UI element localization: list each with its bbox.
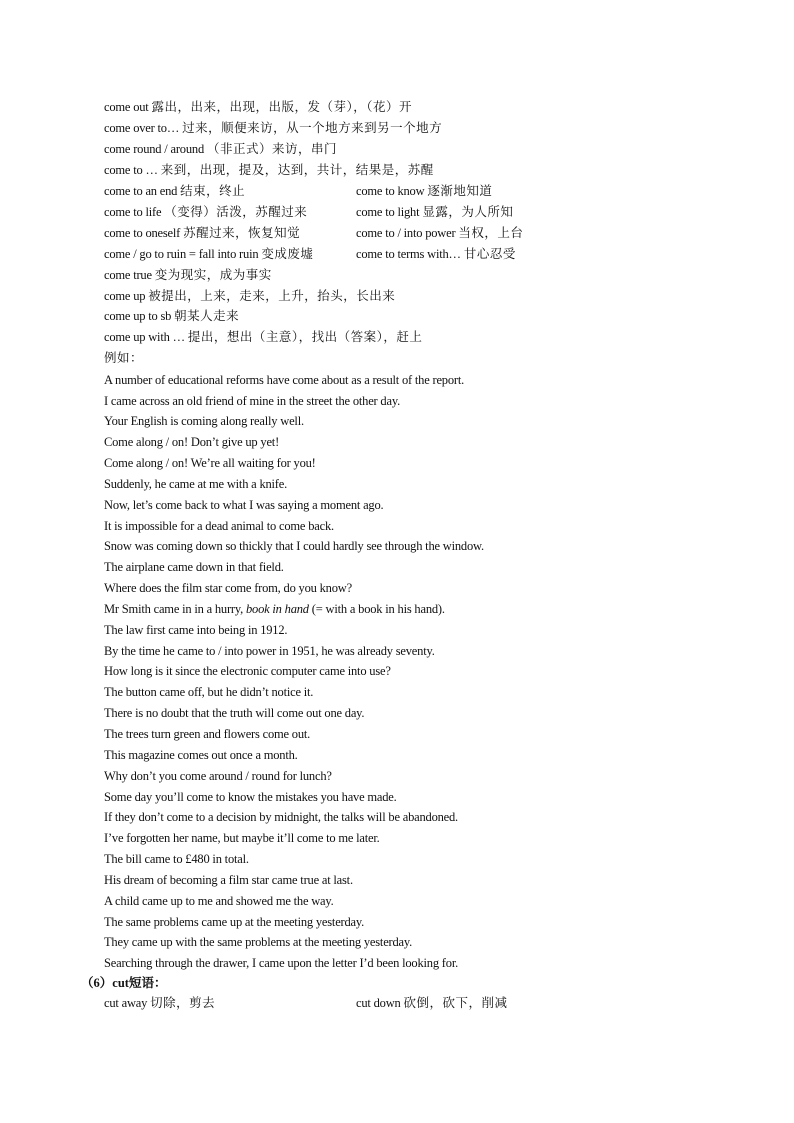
phrase-pair-left [104,204,307,220]
phrase: come to / into power [356,226,456,240]
example-sentence: The button came off, but he didn’t notice it. [104,685,314,699]
phrase: come to light [356,205,420,219]
section-number: （6） [81,976,113,990]
example-sentence: A child came up to me and showed me the way. [104,894,334,908]
phrase: come to terms with… [356,247,461,261]
phrase: come up with … [104,330,185,344]
phrase: cut away [104,996,148,1010]
phrase: come to … [104,163,158,177]
phrase-pair-right [356,183,492,199]
example-sentence: I’ve forgotten her name, but maybe it’ll come to me later. [104,831,380,845]
section-suffix: 短语： [128,976,167,990]
example-sentence: Suddenly, he came at me with a knife. [104,477,288,491]
phrase: come up to sb [104,309,172,323]
meaning: （变得）活泼，苏醒过来 [164,205,308,219]
phrase: come to an end [104,184,178,198]
phrase: come to oneself [104,226,181,240]
example-sentence: They came up with the same problems at the meeting yesterday. [104,935,413,949]
meaning: 当权，上台 [458,226,524,240]
phrase-pair-left [104,246,313,262]
example-sentence: Come along / on! Don’t give up yet! [104,435,280,449]
phrase: come true [104,268,152,282]
example-sentence: Where does the film star come from, do you know? [104,581,352,595]
meaning: 来到，出现，提及，达到，共计，结果是，苏醒 [160,163,434,177]
meaning: 逐渐地知道 [427,184,493,198]
example-sentence: If they don’t come to a decision by midnight, the talks will be abandoned. [104,810,458,824]
meaning: 提出，想出（主意），找出（答案），赶上 [187,330,423,344]
phrase-pair-right [356,204,513,220]
example-sentence: The law first came into being in 1912. [104,623,288,637]
meaning: 甘心忍受 [463,247,516,261]
meaning: 显露，为人所知 [422,205,514,219]
example-sentence: I came across an old friend of mine in the street the other day. [104,394,400,408]
section-heading [81,975,166,991]
phrase-pair-left [104,995,215,1011]
phrase: come round / around [104,142,204,156]
example-sentence: Your English is coming along really well. [104,414,304,428]
meaning: 苏醒过来，恢复知觉 [183,226,301,240]
example-heading: 例如： [104,351,144,365]
phrase-line [104,267,272,283]
meaning: （非正式）来访，串门 [206,142,337,156]
phrase-pair-left [104,225,300,241]
example-sentence: It is impossible for a dead animal to come back. [104,519,334,533]
phrase-line [104,329,422,345]
example-sentence: By the time he came to / into power in 1951, he was already seventy. [104,644,435,658]
phrase-line [104,162,434,178]
phrase-line [104,141,337,157]
phrase: cut down [356,996,401,1010]
italic-phrase: book in hand [245,602,309,616]
meaning: 过来，顺便来访，从一个地方来到另一个地方 [182,121,443,135]
phrase-line [104,120,442,136]
example-sentence: Searching through the drawer, I came upon the letter I’d been looking for. [104,956,459,970]
example-sentence: There is no doubt that the truth will come out one day. [104,706,365,720]
phrase: come out [104,100,149,114]
example-sentence: Now, let’s come back to what I was saying a moment ago. [104,498,384,512]
meaning: 切除，剪去 [150,996,216,1010]
example-sentence: The same problems came up at the meeting yesterday. [104,915,365,929]
phrase-pair-right [356,246,516,262]
section-word: cut [112,976,129,990]
meaning: 朝某人走来 [174,309,240,323]
meaning: 结束，终止 [180,184,246,198]
example-sentence: Why don’t you come around / round for lunch? [104,769,332,783]
sentence-part: (= with a book in his hand). [308,602,445,616]
phrase: come to know [356,184,425,198]
example-sentence: A number of educational reforms have come about as a result of the report. [104,373,465,387]
phrase: come up [104,289,146,303]
sentence-part: Mr Smith came in in a hurry, [104,602,246,616]
example-sentence: Some day you’ll come to know the mistakes you have made. [104,790,397,804]
meaning: 被提出，上来，走来，上升，抬头，长出来 [148,289,396,303]
example-sentence: His dream of becoming a film star came true at last. [104,873,353,887]
example-sentence: The airplane came down in that field. [104,560,284,574]
phrase: come over to… [104,121,180,135]
example-sentence: Come along / on! We’re all waiting for you! [104,456,316,470]
phrase-pair-left [104,183,245,199]
example-sentence: The bill came to £480 in total. [104,852,249,866]
phrase: come to life [104,205,162,219]
meaning: 露出，出来，出现，出版，发（芽），（花）开 [151,100,413,114]
example-sentence: How long is it since the electronic computer came into use? [104,664,391,678]
phrase-pair-right [356,225,523,241]
example-sentence: The trees turn green and flowers come out. [104,727,311,741]
example-sentence [104,601,445,617]
meaning: 砍倒，砍下，削减 [403,996,508,1010]
example-sentence: This magazine comes out once a month. [104,748,298,762]
meaning: 变为现实，成为事实 [154,268,272,282]
meaning: 变成废墟 [261,247,314,261]
phrase: come / go to ruin = fall into ruin [104,247,259,261]
phrase-pair-right [356,995,508,1011]
phrase-line [104,288,395,304]
example-sentence: Snow was coming down so thickly that I could hardly see through the window. [104,539,484,553]
phrase-line [104,308,239,324]
phrase-line [104,99,412,115]
